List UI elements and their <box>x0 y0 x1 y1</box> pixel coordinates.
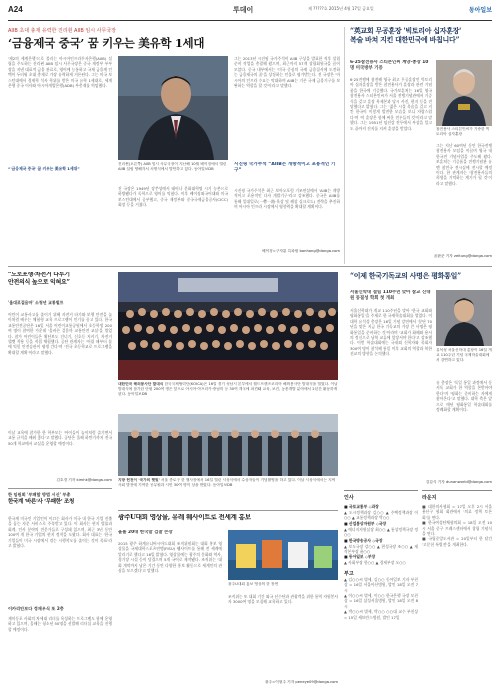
ceremony-photo-caption <box>118 478 338 506</box>
people-item-head: ■ 동아일보 ◇부장 <box>344 554 376 560</box>
interview-headline-block <box>350 27 492 57</box>
feature-photo <box>436 290 492 346</box>
events-box-rule <box>422 490 492 491</box>
people-box-rule <box>344 490 418 491</box>
interview-kicker: “英교회 무공훈장 '빅토리아 십자훈장' <box>350 27 461 35</box>
people-item-head: ■ 산업통상자원부 ◇국장 <box>344 520 387 526</box>
obit-item: ▲ 김○○씨 별세, 김○○ 동아일보 기자 부친상 = 16일 서울아산병원, 발인 18일 오전 7시 <box>344 576 418 593</box>
traffic-headline-block <box>8 272 112 298</box>
gwangju-body-2: 조직위는 또 대회 기간 외국 선수단과 관광객을 위한 통역 자원봉사자 3000여 명을 모집해 교육하고 있다. <box>228 594 338 605</box>
page-header <box>8 5 492 19</box>
feature-headline: “이제 한국기독교의 사명은 평화통일” <box>350 272 461 280</box>
obit-item: ▲ 이○○씨 별세, 이○○ 한국은행 국장 모친상 = 16일 삼성서울병원, 발인 18일 오전 8시 <box>344 593 418 609</box>
gwangju-byline: 광주=이형주 기자 peneye09@donga.com <box>265 680 338 684</box>
interview-headline: 복술 바쳐 지킨 대한민국에 바칩니다” <box>350 34 460 44</box>
lead-photo-caption: 진리췬(오른쪽) AIIB 임시 사무국장이 지난해 10월 베이징에서 열린 AIIB 설립 양해각서 서명식에서 발언하고 있다. 동아일보DB <box>118 162 227 171</box>
bottom-left-headline: 한국계 '바른'사 ‘무패한’ 조청 <box>8 499 74 506</box>
events-item: ■ 대한의사협회 = 17일 오후 2시 서울 용산구 협회 회관에서 '의료 정책 토론회'를 연다. <box>422 504 492 520</box>
traffic-kicker: “도로포행·차전거 다루기 <box>8 272 70 278</box>
ceremony-photo-caption-text: 서울 종로구 한 행사장에서 16일 열린 시상식에서 수상자들이 기념촬영을 하고 있다. 이날 시상식에서는 지역 사회 발전에 기여한 공무원과 시민 30여 명이 상을 받았다. 동아일보DB <box>118 478 336 487</box>
lead-quote-text: “'금융제국 중국' 꿈 키우는 美유학 1세대” <box>8 166 80 171</box>
lead-byline: 베이징=구자룡 특파원 bonhong@donga.com <box>262 249 340 253</box>
gwangju-photo <box>228 530 338 580</box>
traffic-byline: 김호경 기자 kimhk@donga.com <box>56 478 112 482</box>
lead-photo <box>118 56 228 160</box>
feature-photo-caption: 유석성 서울신학대 총장이 16일 개교 110주년 기념 국제학술대회에서 강연하고 있다. <box>436 348 492 362</box>
people-item-text: ▲ 에너지자원실장 최○○ ▲ 통상정책국장 정○○ <box>344 526 418 538</box>
obit-title: 부고 <box>344 570 354 577</box>
people-box <box>344 494 418 686</box>
interview-body-2: 그는 지난 60여년 동안 한국전쟁 참전용사 모임을 이끌며 영국 내 한국전 기념사업을 주도해 왔다. 보훈처는 기증품을 전쟁기념관 유엔 참전국 전시실에 전시할 예정이다. 한 관계자는 '참전용사들의 희생을 기억하는 계기가 될 것'이라고 말했다. <box>436 143 492 186</box>
lead-headline-block <box>8 27 340 51</box>
column-divider <box>344 27 345 264</box>
lead-body-b: 그는 2013년 시진핑 국가주석이 AIIB 구상을 발표한 직후 설립 준비 작업을 총괄해 왔으며, 최근까지 57개 창립회원국을 끌어모았다. 중국 내부에서는 '미국 중심의 국제 금융질서에 도전하는 금융제국의 꿈'을 상징하는 인물로 평가받는다. 진 국장은 '아시아의 인프라 수요는 막대하며 AIIB는 기존 국제 금융기구를 보완하는 역할을 할 것'이라고 말했다. <box>234 56 340 89</box>
gwangju-photo-caption: 광주U대회 홍보 영상의 한 장면 <box>228 582 279 586</box>
lead-kicker: AIIB 초대 총재 유력한 진리췬 AIIB 임시 사무국장 <box>8 28 117 34</box>
page-number: A24 <box>8 5 23 14</box>
feature-headline-block <box>350 272 492 286</box>
bottom-left-subhead: 이카리안보다 정재우식 또 2층 <box>8 606 64 611</box>
feature-body: 서울신학대가 개교 110주년을 맞아 '한국 교회와 평화통일'을 주제로 한 국제학술대회를 열었다. 이 대학 유석성 총장은 16일 기념 강연에서 '분단 70년을 맞은 지금 한국 기독교의 가장 큰 사명은 평화통일을 준비하는 것'이라며 '교회가 화해와 용서의 정신으로 남북 교류에 앞장서야 한다'고 강조했다. 이번 학술대회에는 국내외 신학자와 목회자 300여 명이 참석해 통일 이후 교회의 역할과 북한 선교의 방향을 논의했다. <box>350 308 432 357</box>
lead-body-c: 진 국장은 1949년 장쑤성에서 태어나 문화대혁명 시기 농촌으로 하방됐다가 독학으로 영어를 익혔다. 이후 베이징외국어대와 미국 보스턴대에서 공부했고, 중국 재정부와 중국국제금융공사(CICC) 회장 등을 거쳤다. <box>118 186 228 208</box>
people-title: 인사 <box>344 495 354 501</box>
feature-byline: 김갑식 기자 dunanworld@donga.com <box>425 480 492 484</box>
section-rule-3 <box>118 510 338 511</box>
gwangju-subhead: 올볼 20대 한국말 검찰 손장 <box>118 530 173 535</box>
people-item-head: ■ 국토교통부 ◇과장 <box>344 504 379 509</box>
gwangju-headline: 광주U대회 영상물, 유레 웨사이트로 전세계 홍보 <box>118 514 251 521</box>
obit-item: ▲ 박○○씨 별세, 박○○ ○○대 교수 부친상 = 15일 세브란스병원, 발인 17일 <box>344 609 418 620</box>
group-photo-caption <box>118 382 338 412</box>
bottom-left-body-2: 재미동포 사회의 차세대 리더를 육성하는 프로그램도 함께 운영하고 있으며, 올해는 청소년 50명을 선발해 리더십 교육을 진행할 예정이다. <box>8 616 112 632</box>
traffic-body: 어린이 교통사고를 줄이기 위해 자전거 타기와 보행 안전을 놀이처럼 배우는 체험형 교육 프로그램이 인기를 끌고 있다. 한국교통안전공단은 16일 서울 어린이교통공원에서 초등학생 200여 명이 참여한 가운데 '올바른 걸음마 교통안전 교실'을 열었다. 참가 어린이들은 횡단보도 건너기, 신호등 지키기, 자전거 헬멧 착용 등을 직접 체험했다. 공단 관계자는 '어릴 때부터 몸에 익힌 안전습관이 평생 간다'며 '전국 초등학교로 프로그램을 확대할 계획'이라고 말했다. <box>8 312 112 355</box>
issue-info: 제 ?????호 2015년 4월 17일 금요일 <box>308 6 374 11</box>
lead-body-d: 시진핑 국가주석은 최근 보아오포럼 기조연설에서 'AIIB는 개방적이고 포용적인 다자 개발기구'라고 강조했다. 중국은 AIIB를 통해 일대일로(一帶一路·육상 및 해상 실크로드) 전략을 추진하며 아시아 인프라 시장에서 영향력을 확대할 계획이다. <box>234 188 340 210</box>
section-title: 투데이 <box>233 6 254 14</box>
traffic-subhead: '올대로걸음마' 소청년 교통벌프 <box>8 300 64 305</box>
ceremony-photo-caption-head: 지방 헌천이 '국가의 햇빛' <box>118 478 160 482</box>
interview-body: 6·25전쟁에 참전해 영국 최고 무공훈장인 빅토리아 십자훈장을 받은 참전용사가 훈장과 관련 기념품을 한국에 기증했다. 국가보훈처는 16일 영국 참전용사 스티븐인씨가 서울 전쟁기념관에서 기증식을 갖고 훈장 복제본과 당시 사진, 편지 등을 전달했다고 밝혔다. 그는 '젊은 시절 목숨을 걸고 지킨 한국이 이렇게 발전한 모습을 보니 자랑스럽다'며 '이 훈장은 함께 싸운 전우들의 것'이라고 말했다. 그는 1951년 임진강 전투에서 부상을 입고도 끝까지 진지를 지켜 훈장을 받았다. <box>350 77 432 131</box>
lead-headline: ‘금융제국 중국’ 꿈 키우는 美유학 1세대 <box>8 36 205 50</box>
people-item-text: ▲ 사회부장 한○○ ▲ 경제부장 오○○ <box>344 560 406 566</box>
people-item-text: ▲ 보도국장 강○○ ▲ 편성국장 조○○ ▲ 제작본부장 윤○○ <box>344 543 418 555</box>
group-photo-caption-head: 대한민국 해외봉사단 발대식 <box>118 382 164 386</box>
people-item-head: ■ 한국방송공사 ◇국장 <box>344 537 383 543</box>
events-box <box>422 494 492 686</box>
lead-sidebar-title: 시진핑 국가주석 “AIIB는 개방적이고 포용적인 기구” <box>234 162 336 173</box>
traffic-body-2: 이날 교육에 참가한 한 학부모는 '아이들이 놀이처럼 즐기면서 교통 규칙을 배워 좋다'고 말했다. 공단은 올해 하반기까지 전국 50개 학교에서 교실을 운영할 예정이다. <box>8 430 112 446</box>
gwangju-headline-block <box>118 514 338 526</box>
interview-subhead: 6·25참전용사 스티븐인씨 계양·총장 10명 미국방부 기증 <box>350 60 429 71</box>
bottom-left-body: 한국계 미국인 기업인이 이끄는 회사가 미국 내 한국 기업 진출을 돕는 자문 서비스로 주목받고 있다. 이 회사는 현지 법률과 회계, 인사 분야의 전문가들로 구성돼 있으며, 최근 3년 동안 100여 개 한국 기업의 현지 정착을 도왔다. 회사 대표는 '한국 기업들이 미국 시장에서 겪는 시행착오를 줄이는 것이 목표'라고 밝혔다. <box>8 516 112 549</box>
feature-subhead: 서울신학대 설립 110주년 맞아 참교 신대원 동질성 학회 첫 개최 <box>350 290 431 301</box>
section-rule-1 <box>8 266 492 267</box>
group-photo-caption-text: 한국국제협력단(KOICA)은 16일 경기 성남시 본부에서 월드프렌즈코리아 해외봉사단 발대식을 열었다. 이날 발대식에 참가한 단원 200여 명은 앞으로 아시아·아프리카·중남미 등 30여 개국에 파견돼 교육, 보건, 농촌개발 분야에서 2년간 활동하게 된다. 동아일보DB <box>118 382 338 396</box>
newspaper-logo: 동아일보 <box>468 7 492 14</box>
group-photo <box>118 272 338 380</box>
people-item-text: ▲ 도시정책과장 김○○ ▲ 주택정책과장 이○○ ▲ 교통정책과장 박○○ <box>344 510 418 521</box>
feature-body-2: 유 총장은 '독일 통일 과정에서 동서독 교회가 한 역할을 본받아야 한다'며 '평화는 준비하는 자에게 찾아온다'고 말했다. 대학 측은 앞으로 매년 평화통일 학술대회를 정례화할 계획이다. <box>436 380 492 413</box>
interview-byline: 윤완준 기자 zeitung@donga.com <box>433 254 492 258</box>
ceremony-photo <box>118 414 338 476</box>
traffic-headline: 안전의식 높으로 익혀요” <box>8 278 70 286</box>
interview-photo-caption: 참전용사 스티븐인씨가 기증한 빅토리아 십자훈장 <box>436 127 490 136</box>
interview-photo <box>436 60 492 126</box>
lead-quote <box>8 166 112 256</box>
events-title: 라운지 <box>422 495 437 501</box>
bottom-left-headline-block <box>8 492 112 514</box>
lead-sidebar-head <box>234 162 340 186</box>
header-rule <box>8 20 492 21</box>
events-item: ■ 국립중앙도서관 = 20일부터 한 달간 '고문헌 특별전'을 개최한다. <box>422 536 492 547</box>
events-item: ■ 한국여성단체협의회 = 18일 오전 10시 서울 중구 프레스센터에서 창립 기념식을 연다. <box>422 520 492 537</box>
people-list <box>344 504 418 566</box>
lead-body-a: '제2의 세계은행'으로 불리는 아시아인프라투자은행(AIIB) 설립을 주도하는 진리췬 AIIB 임시 사무국장은 중국 재정부 부부장을 지낸 대표적 금융 관료로, 영어에 능통하고 국제 금융계 인맥이 두터워 초대 총재로 가장 유력하게 거론된다. 그는 미국 보스턴대에서 경제학 석사 학위를 받은 미국 유학 1세대로, 세계은행 중국 이사와 아시아개발은행(ADB) 부총재를 역임했다. <box>8 56 112 89</box>
section-rule-2 <box>8 488 112 489</box>
bottom-left-kicker: 한 임원회 '부패할 방법 시신' 부총 <box>8 492 71 497</box>
gwangju-body: 2015 광주 하계유니버시아드대회 조직위원회는 대회 홍보 영상물을 국제대학스포츠연맹(FISU) 웹사이트를 통해 전 세계에 알리기로 했다고 16일 밝혔다. 영상물에는 광주의 문화와 역사, 경기장 시설 등이 담겼으며 5개 국어로 제작됐다. 조직위는 '대회 개막까지 남은 기간 동안 다양한 홍보 활동으로 세계인의 관심을 모으겠다'고 말했다. <box>118 541 222 574</box>
